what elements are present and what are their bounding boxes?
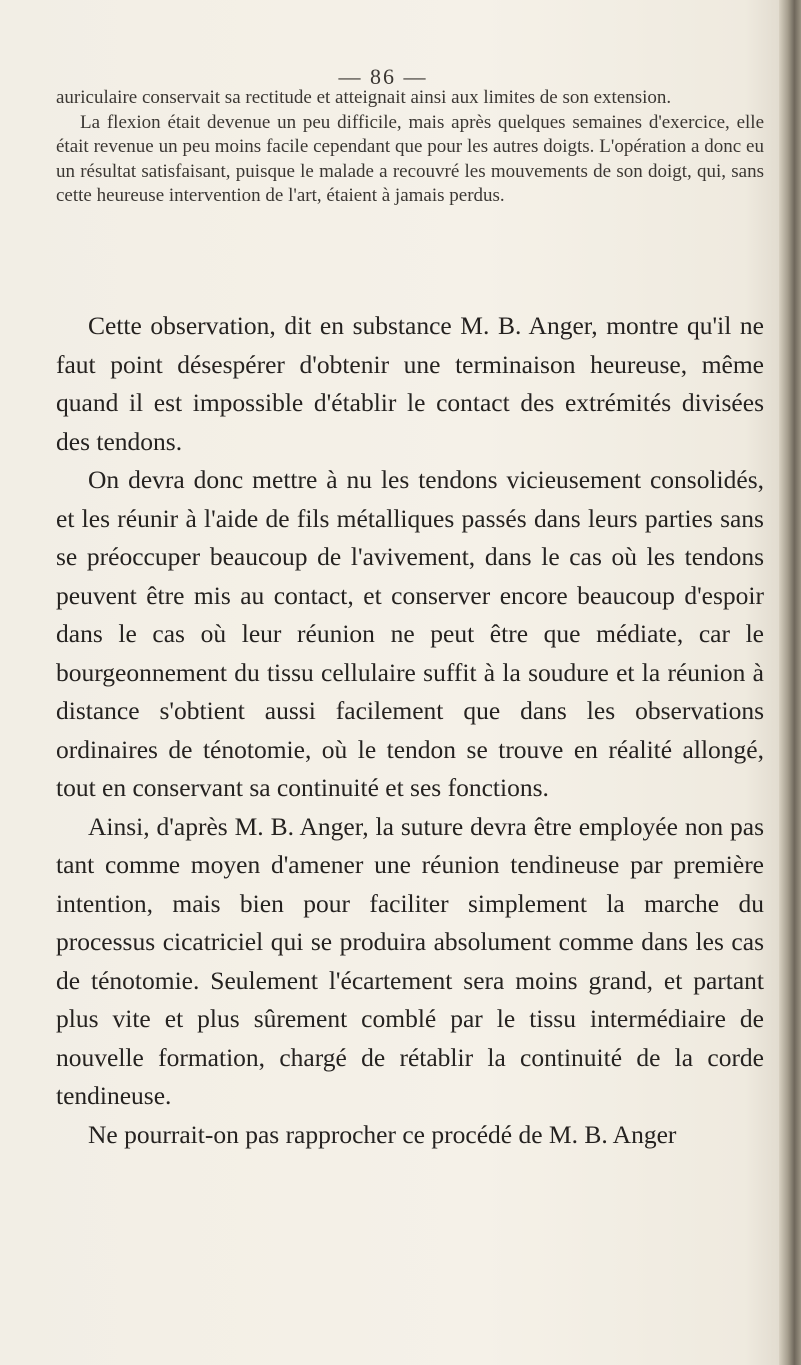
small-print-section xyxy=(56,86,764,209)
paragraph-question: Ne pourrait-on pas rapprocher ce procédé de M. B. Anger xyxy=(88,1119,677,1149)
page-number: — 86 — xyxy=(338,64,428,89)
paragraph-suture: Ainsi, d'après M. B. Anger, la suture devra être employée non pas tant comme moyen d'amener une réunion tendineuse par première intention, mais bien pour faciliter simplement la marche du processus cicatriciel qui se produira absolument comme dans les cas de ténotomie. Seulement l'écartement sera moins grand, et partant plus vite et plus sûrement comblé par le tissu intermédiaire de nouvelle formation, chargé de rétablir la continuité de la corde tendineuse. xyxy=(56,811,764,1110)
paragraph-observation: Cette observation, dit en substance M. B. Anger, montre qu'il ne faut point désespérer d'obtenir une terminaison heureuse, même quand il est impossible d'établir le contact des extrémités divisées des tendons. xyxy=(56,311,764,456)
book-binding-edge xyxy=(779,0,801,1365)
main-text-section xyxy=(56,307,764,1154)
small-paragraph-1: auriculaire conservait sa rectitude et atteignait ainsi aux limites de son extension. xyxy=(56,87,672,108)
small-paragraph-2: La flexion était devenue un peu difficile, mais après quelques semaines d'exercice, elle était revenue un peu moins facile cependant que pour les autres doigts. L'opération a donc eu un résultat satisfaisant, puisque le malade a recouvré les mouvements de son doigt, qui, sans cette heureuse intervention de l'art, étaient à jamais perdus. xyxy=(56,111,764,206)
paragraph-procedure: On devra donc mettre à nu les tendons vicieusement consolidés, et les réunir à l'aide de fils métalliques passés dans leurs parties sans se préoccuper beaucoup de l'avivement, dans le cas où les tendons peuvent être mis au contact, et conserver encore beaucoup d'espoir dans le cas où leur réunion ne peut être que médiate, car le bourgeonnement du tissu cellulaire suffit à la soudure et la réunion à distance s'obtient aussi facilement que dans les observations ordinaires de ténotomie, où le tendon se trouve en réalité allongé, tout en conservant sa continuité et ses fonctions. xyxy=(56,465,764,802)
